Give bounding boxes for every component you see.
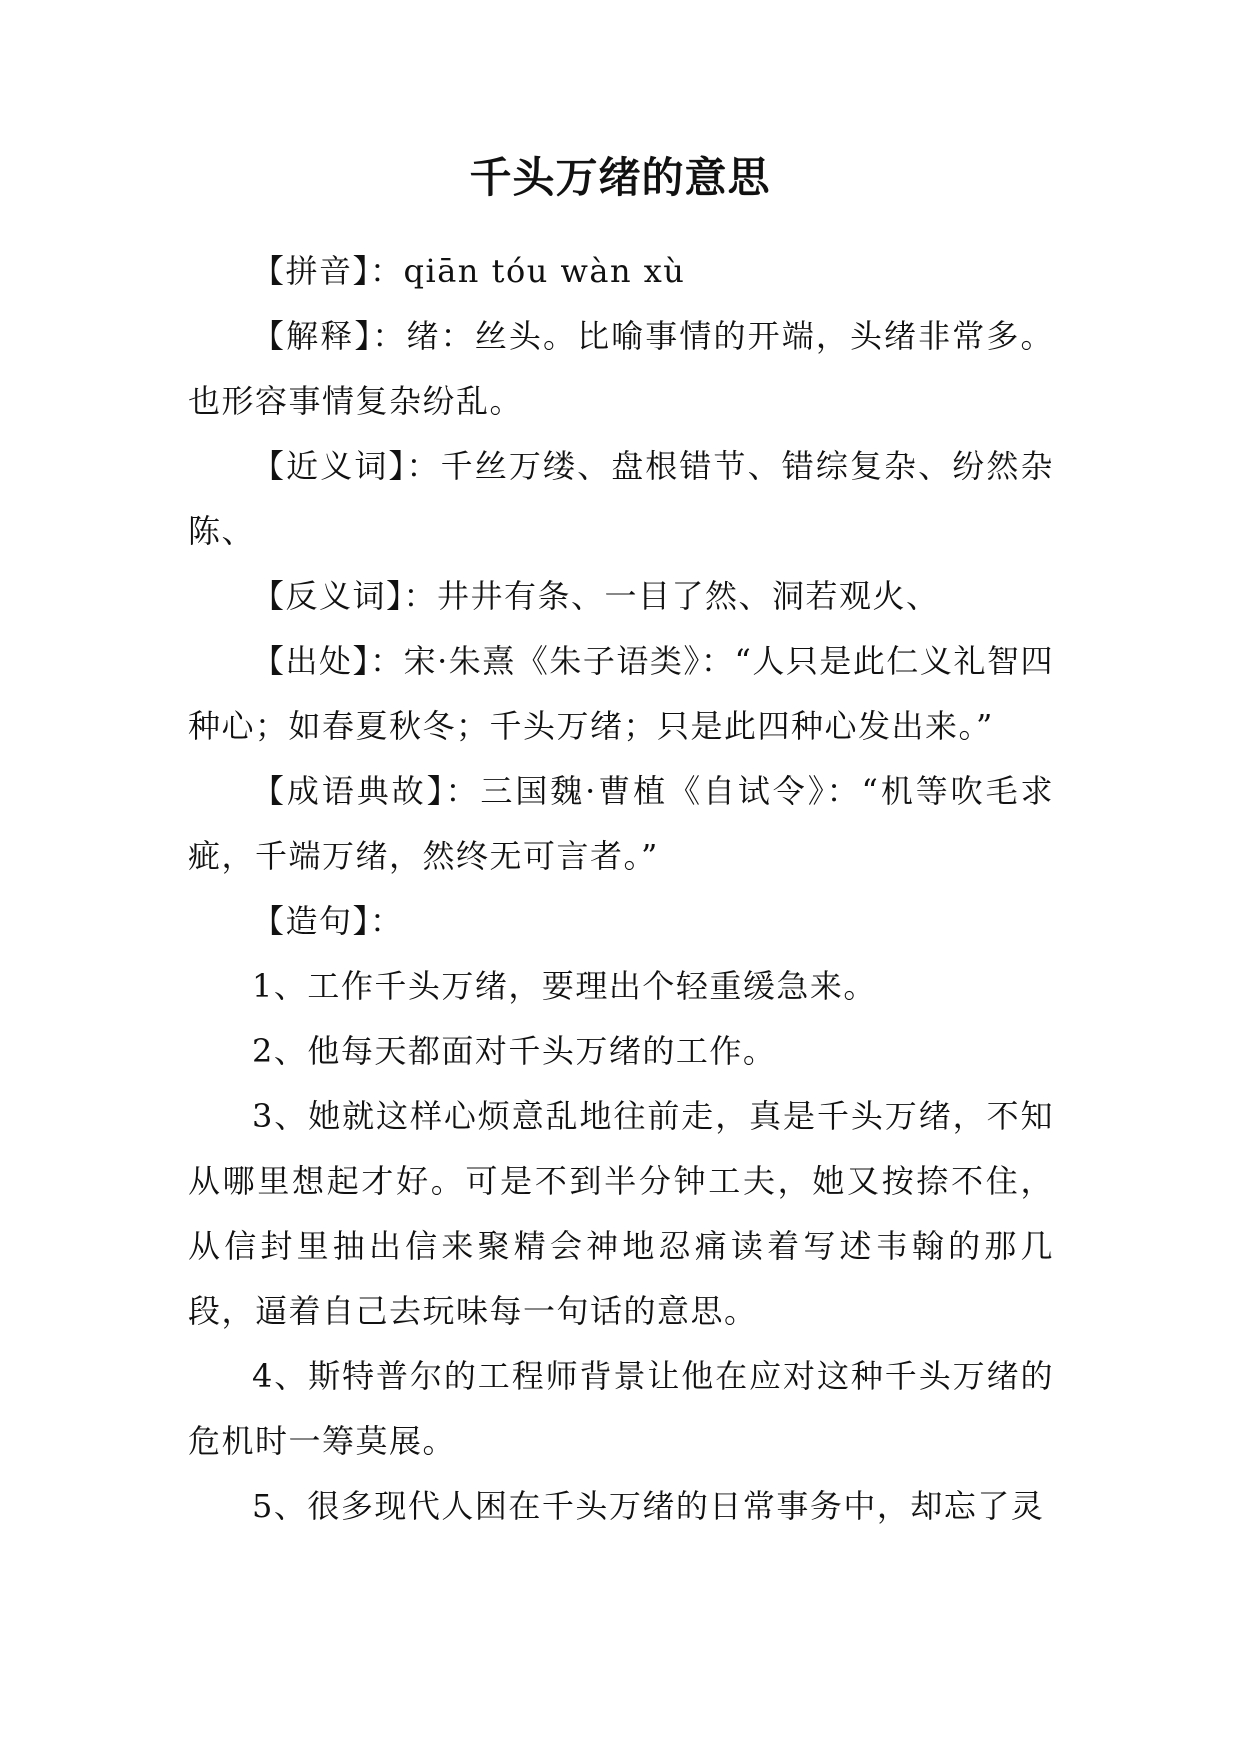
example-sentence-5: 5、很多现代人困在千头万绪的日常事务中，却忘了灵 — [252, 1487, 1045, 1525]
pinyin-paragraph: 【拼音】：qiān tóu wàn xù — [252, 252, 686, 290]
source-paragraph: 【出处】：宋·朱熹《朱子语类》：“人只是此仁义礼智四种心；如春夏秋冬；千头万绪；只是此四种心发出来。” — [188, 642, 1054, 745]
synonyms-paragraph: 【近义词】：千丝万缕、盘根错节、错综复杂、纷然杂陈、 — [188, 447, 1054, 550]
example-sentence-3: 3、她就这样心烦意乱地往前走，真是千头万绪，不知从哪里想起才好。可是不到半分钟工夫，她又按捺不住，从信封里抽出信来聚精会神地忍痛读着写述韦翰的那几段，逼着自己去玩味每一句话的意思。 — [188, 1097, 1054, 1330]
example-sentence-4: 4、斯特普尔的工程师背景让他在应对这种千头万绪的危机时一筹莫展。 — [188, 1357, 1054, 1460]
page-title: 千头万绪的意思 — [469, 153, 771, 202]
explanation-paragraph: 【解释】：绪：丝头。比喻事情的开端，头绪非常多。也形容事情复杂纷乱。 — [188, 317, 1054, 420]
allusion-paragraph: 【成语典故】：三国魏·曹植《自试令》：“机等吹毛求疵，千端万绪，然终无可言者。” — [188, 772, 1054, 875]
antonyms-paragraph: 【反义词】：井井有条、一目了然、洞若观火、 — [252, 577, 940, 615]
example-sentence-1: 1、工作千头万绪，要理出个轻重缓急来。 — [252, 967, 877, 1005]
examples-heading: 【造句】： — [252, 902, 404, 940]
example-sentence-2: 2、他每天都面对千头万绪的工作。 — [252, 1032, 777, 1070]
document-body — [188, 239, 1054, 1539]
